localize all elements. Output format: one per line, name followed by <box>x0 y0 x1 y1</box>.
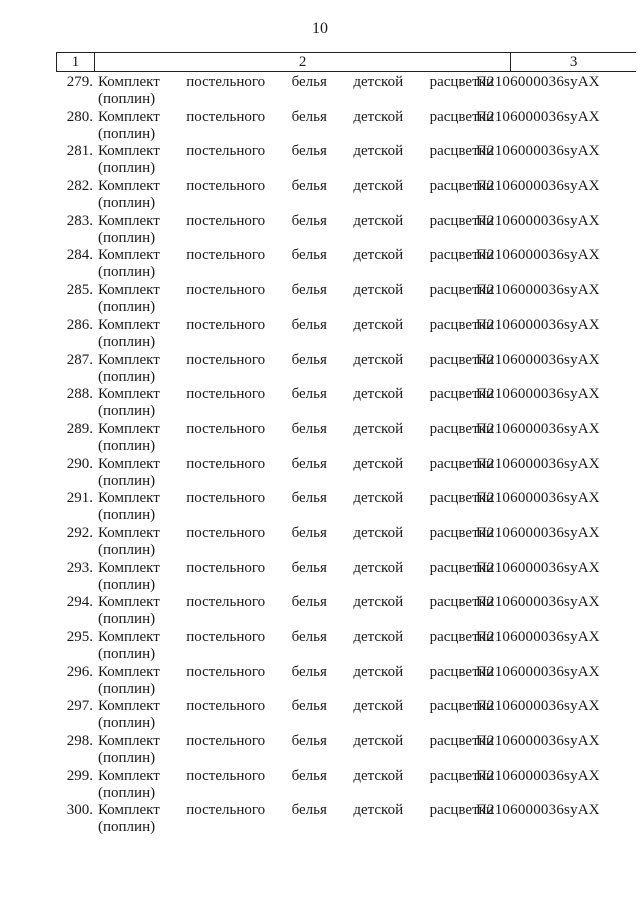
item-code: П2106000036syAX <box>476 282 600 299</box>
desc-word: расцветки <box>429 663 494 680</box>
desc-word: расцветки <box>429 455 494 472</box>
desc-word: белья <box>291 594 327 611</box>
item-code: П2106000036syAX <box>476 420 600 437</box>
desc-word: Комплект <box>98 316 160 333</box>
desc-word: детской <box>353 629 404 645</box>
column-header-2: 2 <box>95 53 511 71</box>
desc-word: Комплект <box>98 490 160 507</box>
desc-word: расцветки <box>429 108 494 125</box>
desc-continuation: (поплин) <box>98 333 156 350</box>
table-header-row <box>56 52 636 72</box>
desc-word: расцветки <box>429 629 494 645</box>
item-description <box>98 317 494 351</box>
row-number: 294. <box>66 594 93 611</box>
item-description <box>98 247 494 281</box>
item-code: П2106000036syAX <box>476 663 600 680</box>
item-code: П2106000036syAX <box>476 247 600 264</box>
desc-word: детской <box>353 594 404 611</box>
table-row <box>56 282 636 317</box>
desc-word: Комплект <box>98 178 160 195</box>
desc-word: белья <box>291 178 327 195</box>
item-description <box>98 802 494 836</box>
desc-word: детской <box>353 490 404 507</box>
desc-continuation: (поплин) <box>98 819 156 836</box>
desc-word: Комплект <box>98 351 160 368</box>
desc-word: Комплект <box>98 698 160 715</box>
desc-continuation: (поплин) <box>98 715 156 732</box>
desc-word: белья <box>291 455 327 472</box>
desc-word: детской <box>353 698 404 715</box>
desc-continuation: (поплин) <box>98 680 156 697</box>
item-code: П2106000036syAX <box>476 490 600 507</box>
item-description <box>98 733 494 767</box>
table-row <box>56 733 636 768</box>
desc-word: расцветки <box>429 733 494 750</box>
row-number: 287. <box>66 351 93 368</box>
desc-word: постельного <box>186 108 266 125</box>
desc-word: расцветки <box>429 247 494 264</box>
row-number: 289. <box>66 420 93 437</box>
desc-word: расцветки <box>429 524 494 541</box>
table-row <box>56 768 636 803</box>
item-code: П2106000036syAX <box>476 316 600 333</box>
desc-word: белья <box>291 143 327 160</box>
row-number: 293. <box>66 559 93 576</box>
table-row <box>56 247 636 282</box>
desc-word: расцветки <box>429 316 494 333</box>
desc-word: детской <box>353 559 404 576</box>
desc-word: белья <box>291 282 327 299</box>
desc-continuation: (поплин) <box>98 576 156 593</box>
desc-continuation: (поплин) <box>98 403 156 420</box>
desc-continuation: (поплин) <box>98 91 156 107</box>
desc-word: детской <box>353 386 404 403</box>
desc-word: расцветки <box>429 698 494 715</box>
item-description <box>98 560 494 594</box>
desc-word: постельного <box>186 524 266 541</box>
desc-word: Комплект <box>98 663 160 680</box>
row-number: 299. <box>66 767 93 784</box>
item-description <box>98 490 494 524</box>
desc-word: постельного <box>186 733 266 750</box>
desc-word: Комплект <box>98 455 160 472</box>
desc-word: Комплект <box>98 212 160 229</box>
item-description <box>98 386 494 420</box>
desc-word: детской <box>353 802 404 819</box>
desc-word: постельного <box>186 178 266 195</box>
desc-word: Комплект <box>98 733 160 750</box>
desc-word: Комплект <box>98 386 160 403</box>
desc-word: постельного <box>186 559 266 576</box>
desc-continuation: (поплин) <box>98 646 156 662</box>
row-number: 285. <box>66 282 93 299</box>
row-number: 300. <box>66 802 93 819</box>
desc-word: постельного <box>186 629 266 645</box>
desc-word: постельного <box>186 247 266 264</box>
desc-word: Комплект <box>98 802 160 819</box>
desc-continuation: (поплин) <box>98 750 156 767</box>
desc-word: белья <box>291 108 327 125</box>
desc-word: постельного <box>186 698 266 715</box>
item-code: П2106000036syAX <box>476 108 600 125</box>
desc-word: постельного <box>186 767 266 784</box>
desc-continuation: (поплин) <box>98 541 156 558</box>
desc-word: белья <box>291 247 327 264</box>
item-code: П2106000036syAX <box>476 386 600 403</box>
table-row <box>56 456 636 491</box>
item-description <box>98 698 494 732</box>
desc-word: расцветки <box>429 74 494 90</box>
row-number: 288. <box>66 386 93 403</box>
table-row <box>56 421 636 456</box>
desc-continuation: (поплин) <box>98 299 156 316</box>
desc-word: расцветки <box>429 767 494 784</box>
row-number: 282. <box>66 178 93 195</box>
table-row <box>56 109 636 144</box>
desc-word: расцветки <box>429 351 494 368</box>
desc-word: белья <box>291 733 327 750</box>
item-description <box>98 664 494 698</box>
desc-continuation: (поплин) <box>98 125 156 142</box>
table-row <box>56 560 636 595</box>
item-code: П2106000036syAX <box>476 212 600 229</box>
table-row <box>56 698 636 733</box>
table-row <box>56 664 636 699</box>
desc-word: Комплект <box>98 282 160 299</box>
desc-word: детской <box>353 420 404 437</box>
row-number: 280. <box>66 108 93 125</box>
item-code: П2106000036syAX <box>476 143 600 160</box>
desc-word: детской <box>353 212 404 229</box>
desc-word: детской <box>353 663 404 680</box>
desc-word: детской <box>353 143 404 160</box>
desc-word: постельного <box>186 74 266 90</box>
desc-word: белья <box>291 212 327 229</box>
desc-continuation: (поплин) <box>98 264 156 281</box>
table-body <box>56 74 636 837</box>
table-row <box>56 74 636 109</box>
desc-word: постельного <box>186 386 266 403</box>
desc-word: белья <box>291 559 327 576</box>
desc-word: белья <box>291 351 327 368</box>
row-number: 286. <box>66 316 93 333</box>
desc-word: Комплект <box>98 629 160 645</box>
row-number: 295. <box>66 629 93 645</box>
desc-continuation: (поплин) <box>98 437 156 454</box>
row-number: 297. <box>66 698 93 715</box>
desc-word: Комплект <box>98 420 160 437</box>
desc-word: белья <box>291 74 327 90</box>
desc-word: постельного <box>186 420 266 437</box>
desc-word: расцветки <box>429 802 494 819</box>
desc-word: белья <box>291 629 327 645</box>
table-row <box>56 490 636 525</box>
desc-word: детской <box>353 74 404 90</box>
item-description <box>98 178 494 212</box>
desc-word: детской <box>353 767 404 784</box>
desc-continuation: (поплин) <box>98 368 156 385</box>
desc-word: белья <box>291 663 327 680</box>
table-row <box>56 386 636 421</box>
item-code: П2106000036syAX <box>476 594 600 611</box>
item-description <box>98 768 494 802</box>
desc-word: Комплект <box>98 559 160 576</box>
desc-word: Комплект <box>98 524 160 541</box>
desc-word: детской <box>353 282 404 299</box>
column-header-1: 1 <box>57 53 95 71</box>
item-code: П2106000036syAX <box>476 524 600 541</box>
desc-word: расцветки <box>429 559 494 576</box>
item-description <box>98 594 494 628</box>
row-number: 281. <box>66 143 93 160</box>
table-row <box>56 352 636 387</box>
desc-word: постельного <box>186 490 266 507</box>
table-row <box>56 629 636 664</box>
row-number: 291. <box>66 490 93 507</box>
desc-word: Комплект <box>98 247 160 264</box>
desc-word: белья <box>291 316 327 333</box>
item-description <box>98 456 494 490</box>
desc-word: расцветки <box>429 490 494 507</box>
row-number: 292. <box>66 524 93 541</box>
desc-word: постельного <box>186 351 266 368</box>
desc-word: постельного <box>186 316 266 333</box>
desc-continuation: (поплин) <box>98 160 156 177</box>
desc-word: постельного <box>186 455 266 472</box>
item-code: П2106000036syAX <box>476 802 600 819</box>
column-header-3: 3 <box>569 54 578 70</box>
item-description <box>98 213 494 247</box>
desc-continuation: (поплин) <box>98 229 156 246</box>
table-row <box>56 317 636 352</box>
desc-word: детской <box>353 316 404 333</box>
item-code: П2106000036syAX <box>476 767 600 784</box>
desc-word: белья <box>291 490 327 507</box>
table-row <box>56 525 636 560</box>
row-number: 298. <box>66 733 93 750</box>
desc-word: расцветки <box>429 420 494 437</box>
desc-word: постельного <box>186 282 266 299</box>
item-description <box>98 421 494 455</box>
item-description <box>98 525 494 559</box>
row-number: 279. <box>66 74 93 90</box>
desc-continuation: (поплин) <box>98 784 156 801</box>
row-number: 296. <box>66 663 93 680</box>
desc-word: постельного <box>186 802 266 819</box>
item-code: П2106000036syAX <box>476 74 600 90</box>
desc-word: детской <box>353 108 404 125</box>
desc-word: детской <box>353 247 404 264</box>
items-table <box>56 52 636 837</box>
item-code: П2106000036syAX <box>476 455 600 472</box>
desc-word: детской <box>353 178 404 195</box>
desc-word: белья <box>291 698 327 715</box>
desc-word: детской <box>353 524 404 541</box>
desc-word: детской <box>353 351 404 368</box>
desc-word: белья <box>291 524 327 541</box>
desc-word: расцветки <box>429 143 494 160</box>
item-code: П2106000036syAX <box>476 178 600 195</box>
desc-word: расцветки <box>429 178 494 195</box>
desc-word: Комплект <box>98 108 160 125</box>
desc-word: детской <box>353 733 404 750</box>
desc-word: Комплект <box>98 74 160 90</box>
desc-word: белья <box>291 767 327 784</box>
desc-word: белья <box>291 386 327 403</box>
table-row <box>56 594 636 629</box>
item-code: П2106000036syAX <box>476 733 600 750</box>
item-description <box>98 629 494 663</box>
desc-word: расцветки <box>429 212 494 229</box>
item-description <box>98 109 494 143</box>
desc-continuation: (поплин) <box>98 611 156 628</box>
desc-word: Комплект <box>98 143 160 160</box>
table-row <box>56 143 636 178</box>
desc-continuation: (поплин) <box>98 472 156 489</box>
row-number: 284. <box>66 247 93 264</box>
row-number: 283. <box>66 212 93 229</box>
table-row <box>56 178 636 213</box>
desc-word: детской <box>353 455 404 472</box>
item-description <box>98 143 494 177</box>
desc-word: Комплект <box>98 767 160 784</box>
row-number: 290. <box>66 455 93 472</box>
item-description <box>98 74 494 108</box>
item-code: П2106000036syAX <box>476 559 600 576</box>
item-code: П2106000036syAX <box>476 629 600 645</box>
desc-word: постельного <box>186 143 266 160</box>
item-code: П2106000036syAX <box>476 351 600 368</box>
desc-continuation: (поплин) <box>98 195 156 212</box>
page-number: 10 <box>312 20 328 37</box>
item-description <box>98 352 494 386</box>
desc-word: белья <box>291 802 327 819</box>
desc-word: Комплект <box>98 594 160 611</box>
desc-continuation: (поплин) <box>98 507 156 524</box>
desc-word: постельного <box>186 663 266 680</box>
table-row <box>56 802 636 837</box>
item-description <box>98 282 494 316</box>
desc-word: расцветки <box>429 282 494 299</box>
desc-word: расцветки <box>429 594 494 611</box>
desc-word: белья <box>291 420 327 437</box>
desc-word: постельного <box>186 212 266 229</box>
table-row <box>56 213 636 248</box>
item-code: П2106000036syAX <box>476 698 600 715</box>
desc-word: расцветки <box>429 386 494 403</box>
desc-word: постельного <box>186 594 266 611</box>
